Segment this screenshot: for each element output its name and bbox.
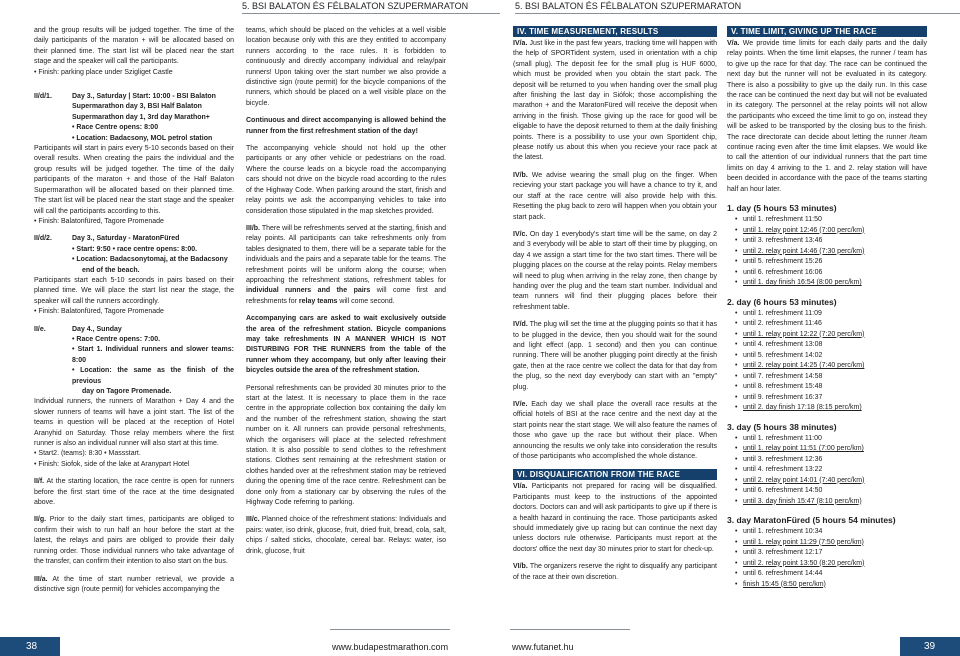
time-limit-text: until 2. relay point 14:46 (7:30 perc/km) bbox=[743, 247, 865, 255]
time-limit-text: until 1. refreshment 11:50 bbox=[743, 216, 822, 224]
paragraph: and the group results will be judged together. The time of the daily participants of the maraton + will be allocated based on their planned time. The start list will be placed near the start stage and the speaker will call the participants. bbox=[34, 27, 234, 66]
time-limit-item bbox=[737, 215, 927, 226]
section-header-bar: V. TIME LIMIT, GIVING UP THE RACE bbox=[727, 26, 927, 37]
section-label: II/f. bbox=[34, 478, 45, 486]
column-4 bbox=[727, 26, 927, 590]
paragraph: • Finish: Siofok, side of the lake at Aranypart Hotel bbox=[34, 460, 190, 468]
section-label: IV/e. bbox=[513, 401, 528, 408]
section-label: IV/b. bbox=[513, 171, 528, 179]
time-limit-text: until 9. refreshment 16:37 bbox=[743, 393, 823, 401]
header-rule-right bbox=[515, 13, 960, 14]
time-limit-items bbox=[727, 215, 927, 289]
section-label: III/c. bbox=[246, 516, 260, 524]
time-limit-text: until 6. refreshment 16:06 bbox=[743, 268, 823, 276]
time-limit-item bbox=[737, 372, 927, 383]
section-label: IV/d. bbox=[513, 321, 528, 329]
time-limit-text: until 1. refreshment 11:00 bbox=[743, 434, 822, 442]
time-limit-items bbox=[727, 309, 927, 414]
time-limit-item bbox=[737, 486, 927, 497]
section-text: will come second. bbox=[337, 297, 395, 305]
paragraph: Personal refreshments can be provided 30 minutes prior to the start at the latest. It is necessary to place them in the race centre in the appropriate collection box containing the daily km and the number of the refreshment station, showing the start number on it. All runners can provide personal refreshments, which the organisers will place at the selected refreshment station. It is also possible to send clothes to the refreshment stations. Clothes sent remaining at the refreshment station or clothes handed over at the refreshment station may be retrieved during the opening time of the race centre. Refreshment can be done only from a stationary car by observing the rules of the Highway Code referring to parking. bbox=[246, 384, 446, 507]
time-limit-text: until 2. relay point 14:25 (7:40 perc/km) bbox=[743, 362, 865, 370]
column-3 bbox=[513, 26, 717, 590]
section-II-d-2 bbox=[34, 234, 234, 276]
section-header-bar: IV. TIME MEASUREMENT, RESULTS bbox=[513, 26, 717, 37]
paragraph-V-a bbox=[727, 39, 927, 195]
paragraph: • Finish: Balatonfüred, Tagore Promenade bbox=[34, 217, 164, 225]
section-text-bold: individual runners and the pairs bbox=[246, 287, 371, 295]
time-limit-text: until 1. day finish 16:54 (8:00 perc/km) bbox=[743, 279, 862, 287]
time-limit-item bbox=[737, 434, 927, 445]
section-label: IV/a. bbox=[513, 40, 528, 47]
paragraph-IV-e bbox=[513, 400, 717, 462]
line: • Location: Badacsony, MOL petrol station bbox=[72, 134, 213, 142]
line: • Race Centre opens: 8:00 bbox=[72, 124, 159, 132]
paragraph-III-c bbox=[246, 515, 446, 557]
section-text: Just like in the past few years, tracking time will happen with the help of SPORTident system, used in orientation with a chip (small plug). The deposit fee for the small plug is HUF 6000, which must be provided when you obtain the start pack. The deposit will be returned to you when handing over the small plug after finishing the last day in Siófok; those accomplishing the marathon + and the MaratonFüred will receive the deposit when arriving in the finish. Those giving up the race for good will be eligable to have the deposit returned to them at the daily finishing points. There is a possibility to use your own Sportident chip, please notify us about this when you recieve your race pack at the latest. bbox=[513, 40, 717, 162]
time-limit-text: until 1. relay point 12:46 (7:00 perc/km) bbox=[743, 226, 865, 234]
header-title-left: 5. BSI BALATON ÉS FÉLBALATON SZUPERMARATON bbox=[242, 1, 469, 11]
time-limit-item bbox=[737, 330, 927, 341]
page-number-left: 38 bbox=[0, 637, 60, 656]
section-lines bbox=[72, 92, 216, 144]
paragraph-VI-b bbox=[513, 562, 717, 583]
time-limit-items bbox=[727, 527, 927, 590]
section-text: At the starting location, the race centre is open for runners before the first start time of the race at the time designated above. bbox=[34, 478, 235, 507]
section-text: The plug will set the time at the plugging points so that it has to be plugged in the device, then you should wait for the sound and light effect (app. 1 second) and then you can continue running. There will be another plugging point directly at the finish gate, then at the race centre we collect the data for that day from the plug, so the next day everybody can start with an "empty" plug. bbox=[513, 321, 717, 391]
section-label: II/g. bbox=[34, 516, 47, 524]
line: Supermarathon day 1, 3rd day Marathon+ bbox=[72, 113, 210, 121]
section-label: VI/a. bbox=[513, 483, 528, 491]
time-limit-text: until 3. refreshment 13:46 bbox=[743, 237, 823, 245]
line: end of the beach. bbox=[82, 266, 140, 274]
time-limit-item bbox=[737, 309, 927, 320]
time-limit-text: until 4. refreshment 13:22 bbox=[743, 466, 823, 474]
time-limit-text: until 6. refreshment 14:44 bbox=[743, 570, 823, 578]
time-limit-item bbox=[737, 465, 927, 476]
time-limit-text: until 7. refreshment 14:58 bbox=[743, 372, 823, 380]
line: Day 3., Saturday | Start: 10:00 - BSI Balaton bbox=[72, 93, 216, 101]
paragraph-IV-c bbox=[513, 230, 717, 313]
time-limit-text: until 1. refreshment 11:09 bbox=[743, 309, 822, 317]
section-text: Prior to the daily start times, participants are obliged to confirm their wish to run half an hour before the start at the latest, the relays and pairs are obliged to provide their daily running order. Those individual runners who take advantage of the transfer, can confirm their intention to also start on the bus. bbox=[34, 516, 235, 566]
section-header-bar: VI. DISQUALIFICATION FROM THE RACE bbox=[513, 469, 717, 480]
time-limit-text: until 2. relay point 14:01 (7:40 perc/km) bbox=[743, 476, 865, 484]
column-1 bbox=[34, 26, 234, 602]
section-text: We provide time limits for each daily parts and the daily relay points. When the time limit elapses, the runner / team has to give up the race for that day. The race can be continued the next day but the runner will not be evaluated in its category. There is also a possibility to give up the daily run. In this case the race can be continued the next day but will not be evaluated in its category. The personnel at the relay points will not allow the participants who exceed the time limit to go on, instead they will be asked to be transported by the closing bus to the finish. The race directorate can decide about letting the runner /team continue racing even after the time limit elapses. We would like to call the attention of our individual runners that the part time limits on day 4 arriving to the 1. and 2. relay station will have been decided in accordance with the pace of the teams starting half an hour later. bbox=[727, 40, 928, 193]
time-limit-item bbox=[737, 548, 927, 559]
time-limit-text: until 3. day finish 15:47 (8:10 perc/km) bbox=[743, 497, 862, 505]
section-label: II/d/1. bbox=[34, 93, 52, 101]
paragraph: Participants start each 5-10 seconds in pairs based on their planned time. We will place the start list near the stage, the speaker will call the runners accordingly. bbox=[34, 276, 234, 305]
time-limit-text: until 2. day finish 17:18 (8:15 perc/km) bbox=[743, 404, 862, 412]
paragraph-III-a bbox=[34, 575, 234, 596]
section-text: Planned choice of the refreshment stations: Individuals and pairs: water, iso drink, glucose, fruit, dried fruit, bread, cola, salt, chips / salted sticks, chocolate, cereal bar. Relays: water, iso drink, glucose, fruit bbox=[246, 516, 446, 555]
paragraph-IV-a bbox=[513, 39, 717, 164]
time-limit-list bbox=[727, 202, 927, 590]
time-limit-item bbox=[737, 382, 927, 393]
time-limit-text: finish 15:45 (8:50 perc/km) bbox=[743, 580, 826, 588]
header-rule-left bbox=[242, 13, 500, 14]
line: • Race Centre opens: 7:00. bbox=[72, 335, 161, 343]
time-limit-text: until 3. refreshment 12:36 bbox=[743, 455, 823, 463]
time-limit-text: until 5. refreshment 14:02 bbox=[743, 351, 823, 359]
section-lines bbox=[72, 234, 228, 276]
time-limit-text: until 8. refreshment 15:48 bbox=[743, 383, 823, 391]
paragraph: • Finish: Balatonfüred, Tagore Promenade bbox=[34, 308, 164, 316]
time-limit-item bbox=[737, 236, 927, 247]
paragraph-IV-b bbox=[513, 171, 717, 223]
line: day on Tagore Promenade. bbox=[82, 388, 172, 395]
time-limit-text: until 2. refreshment 11:46 bbox=[743, 320, 822, 328]
paragraph-II-f bbox=[34, 477, 234, 508]
section-text: On day 1 everybody's start time will be the same, on day 2 and 3 everybody will be able to start off their time by plugging, on day 4 we assign a start time for the two start times. There will be plugging places on the course at the relay points. Relay members will need to plug when arriving in the relay zone, then change by handing over the plug and the team start number. Individual and team runners will find their plugging places before their refreshment table. bbox=[513, 230, 717, 311]
footer-url-left: www.budapestmarathon.com bbox=[332, 642, 449, 652]
day-title: 1. day (5 hours 53 minutes) bbox=[727, 203, 837, 214]
section-text: There will be refreshments served at the starting, finish and relay points. All participants can take refreshments only from tables designated to them, there will be a separate table for the individuals and the pairs and a separate table for the teams. The refreshment points will be uniform along the course; when approaching the refreshment stations, refreshment tables for bbox=[246, 224, 446, 284]
section-text: The organizers reserve the right to disqualify any participant of the race at their own discretion. bbox=[513, 563, 717, 581]
paragraph-VI-a bbox=[513, 482, 717, 555]
section-label: VI/b. bbox=[513, 563, 528, 571]
time-limit-text: until 5. refreshment 15:26 bbox=[743, 258, 823, 266]
paragraph: • Start2. (teams): 8:30 • Massstart. bbox=[34, 450, 141, 458]
time-limit-item bbox=[737, 476, 927, 487]
line: • Location: Badacsonytomaj, at the Badacsony bbox=[72, 256, 228, 264]
day-title: 3. day MaratonFüred (5 hours 54 minutes) bbox=[727, 515, 896, 526]
time-limit-item bbox=[737, 527, 927, 538]
section-text: Participants not prepared for racing will be disqualified. Participants must keep to the instructions of the appointed doctors. Doctors can and will ask participants to give up if there is a health hazard in continuing the race. Those participants asked should immediately give up racing but can continue the next day unless doctors rule otherwise. Participants must report at the doctors' office the next day 30 minutes prior to start for check-up. bbox=[513, 483, 717, 553]
time-limit-item bbox=[737, 361, 927, 372]
time-limit-item bbox=[737, 393, 927, 404]
time-limit-item bbox=[737, 403, 927, 414]
section-label: II/e. bbox=[34, 325, 46, 333]
section-label: IV/c. bbox=[513, 230, 528, 238]
section-text-bold: relay teams bbox=[298, 297, 338, 305]
time-limit-text: until 1. relay point 11:51 (7:00 perc/km) bbox=[743, 445, 864, 453]
paragraph: • Finish: parking place under Szigliget Castle bbox=[34, 68, 173, 76]
section-label: III/b. bbox=[246, 224, 260, 232]
section-label: III/a. bbox=[34, 575, 48, 583]
time-limit-item bbox=[737, 569, 927, 580]
line: Day 3., Saturday - MaratonFüred bbox=[72, 235, 180, 243]
time-limit-item bbox=[737, 247, 927, 258]
section-label: II/d/2. bbox=[34, 235, 52, 243]
time-limit-text: until 1. relay point 12:22 (7:20 perc/km) bbox=[743, 330, 865, 338]
line: • Start 1. Individual runners and slower teams: 8:00 bbox=[72, 346, 234, 364]
paragraph: Participants will start in pairs every 5-10 seconds based on their overall results. When creating the pairs the individual and the group results will be judged together. The time of the daily participants of the maraton + and those of the Half Balaton Supermarathon will be allocated based on their planned time. The start list will be placed near the start stage and the speaker will call the participants according to this. bbox=[34, 145, 234, 215]
page-number-right: 39 bbox=[900, 637, 960, 656]
day-title: 3. day (5 hours 38 minutes) bbox=[727, 421, 837, 432]
time-limit-item bbox=[737, 340, 927, 351]
paragraph: Individual runners, the runners of Marathon + Day 4 and the slower runners of teams will have a joint start. The list of the teams in question will be placed at the reception of Hotel Aranyhid on Saturday. Those relay members where the first runner is also an individual runner will also start at this time. bbox=[34, 398, 234, 448]
time-limit-text: until 4. refreshment 13:08 bbox=[743, 341, 823, 349]
paragraph: teams, which should be placed on the vehicles at a well visible location because only with this are they entitled to accompany runners according to the race rules. It is forbidden to continuously and directly accompany individual and relay/pair runners! Upon taking over the start number we also provide a distinctive sign (route permit) for the bicycle companions of the runners, which should be placed on a well visible place on the bicycle. bbox=[246, 27, 446, 107]
time-limit-item bbox=[737, 278, 927, 289]
footer-url-right: www.futanet.hu bbox=[512, 642, 574, 652]
section-lines bbox=[72, 325, 234, 398]
section-text: Each day we shall place the overall race results at the official hotels of BSI at the race centre and the next day at the start points near the start stage. We will also feature the names of those who gave up the race but without their place. When announcing the results we only take into consideration the results of those participants who accomplished the whole distance. bbox=[513, 401, 717, 461]
column-2 bbox=[246, 26, 446, 564]
time-limit-text: until 1. relay point 11:29 (7:50 perc/km) bbox=[743, 538, 864, 546]
paragraph-IV-d bbox=[513, 320, 717, 393]
line: • Start: 9:50 • race centre opens: 8:00. bbox=[72, 245, 198, 253]
time-limit-item bbox=[737, 559, 927, 570]
line: • Location: the same as the finish of the previous bbox=[72, 367, 234, 385]
footer-rule-left bbox=[330, 629, 450, 630]
time-limit-text: until 1. refreshment 10:34 bbox=[743, 528, 823, 536]
time-limit-item bbox=[737, 538, 927, 549]
time-limit-item bbox=[737, 497, 927, 508]
section-text: We advise wearing the small plug on the finger. When recieving your start package you will have a chance to try it, and our staff at the race centre will also provide help with this. Resetting the plug back to zero will happen when you obtain your start pack. bbox=[513, 171, 717, 221]
paragraph-bold: Accompanying cars are asked to wait exclusively outside the area of the refreshment station. Bicycle companions may take refreshments IN A MANNER WHICH IS NOT DISTURBING FOR THE RUNNERS from the table of the runner whom they accompany, but only after leaving their bicycles outside the area of the refreshment station. bbox=[246, 315, 446, 375]
time-limit-item bbox=[737, 455, 927, 466]
footer-rule-right bbox=[510, 629, 630, 630]
day-title: 2. day (6 hours 53 minutes) bbox=[727, 296, 837, 307]
time-limit-text: until 2. relay point 13:50 (8:20 perc/km) bbox=[743, 559, 865, 567]
time-limit-item bbox=[737, 268, 927, 279]
paragraph-II-g bbox=[34, 515, 234, 567]
paragraph-III-b bbox=[246, 224, 446, 307]
time-limit-item bbox=[737, 444, 927, 455]
section-text: will come first and refreshments for bbox=[246, 287, 447, 305]
time-limit-item bbox=[737, 319, 927, 330]
header-title-right: 5. BSI BALATON ÉS FÉLBALATON SZUPERMARATON bbox=[515, 1, 742, 11]
time-limit-item bbox=[737, 580, 927, 591]
time-limit-item bbox=[737, 257, 927, 268]
section-II-d-1 bbox=[34, 92, 234, 144]
paragraph-bold: Continuous and direct accompanying is allowed behind the runner from the first refreshment station of the day! bbox=[246, 117, 446, 135]
time-limit-item bbox=[737, 351, 927, 362]
section-text: At the time of start number retrieval, we provide a distinctive sign (route permit) for vehicles accompanying the bbox=[34, 575, 234, 593]
paragraph: The accompanying vehicle should not hold up the other participants or any other vehicle or pedestrians on the road. Where the course leads on a bicycle road the accompanying cars should not drive on the bicycle road according to the rules of the Highway Code. When parking around the start, finish and relay points we ask the accompanying vehicles to take into consideration those stipulated in the map sketches provided. bbox=[246, 145, 446, 215]
time-limit-items bbox=[727, 434, 927, 508]
time-limit-text: until 6. refreshment 14:50 bbox=[743, 487, 823, 495]
line: Day 4., Sunday bbox=[72, 325, 122, 333]
time-limit-text: until 3. refreshment 12:17 bbox=[743, 549, 823, 557]
line: Supermarathon day 3, BSI Half Balaton bbox=[72, 103, 202, 111]
section-II-e bbox=[34, 325, 234, 398]
time-limit-item bbox=[737, 226, 927, 237]
section-label: V/a. bbox=[727, 40, 740, 47]
